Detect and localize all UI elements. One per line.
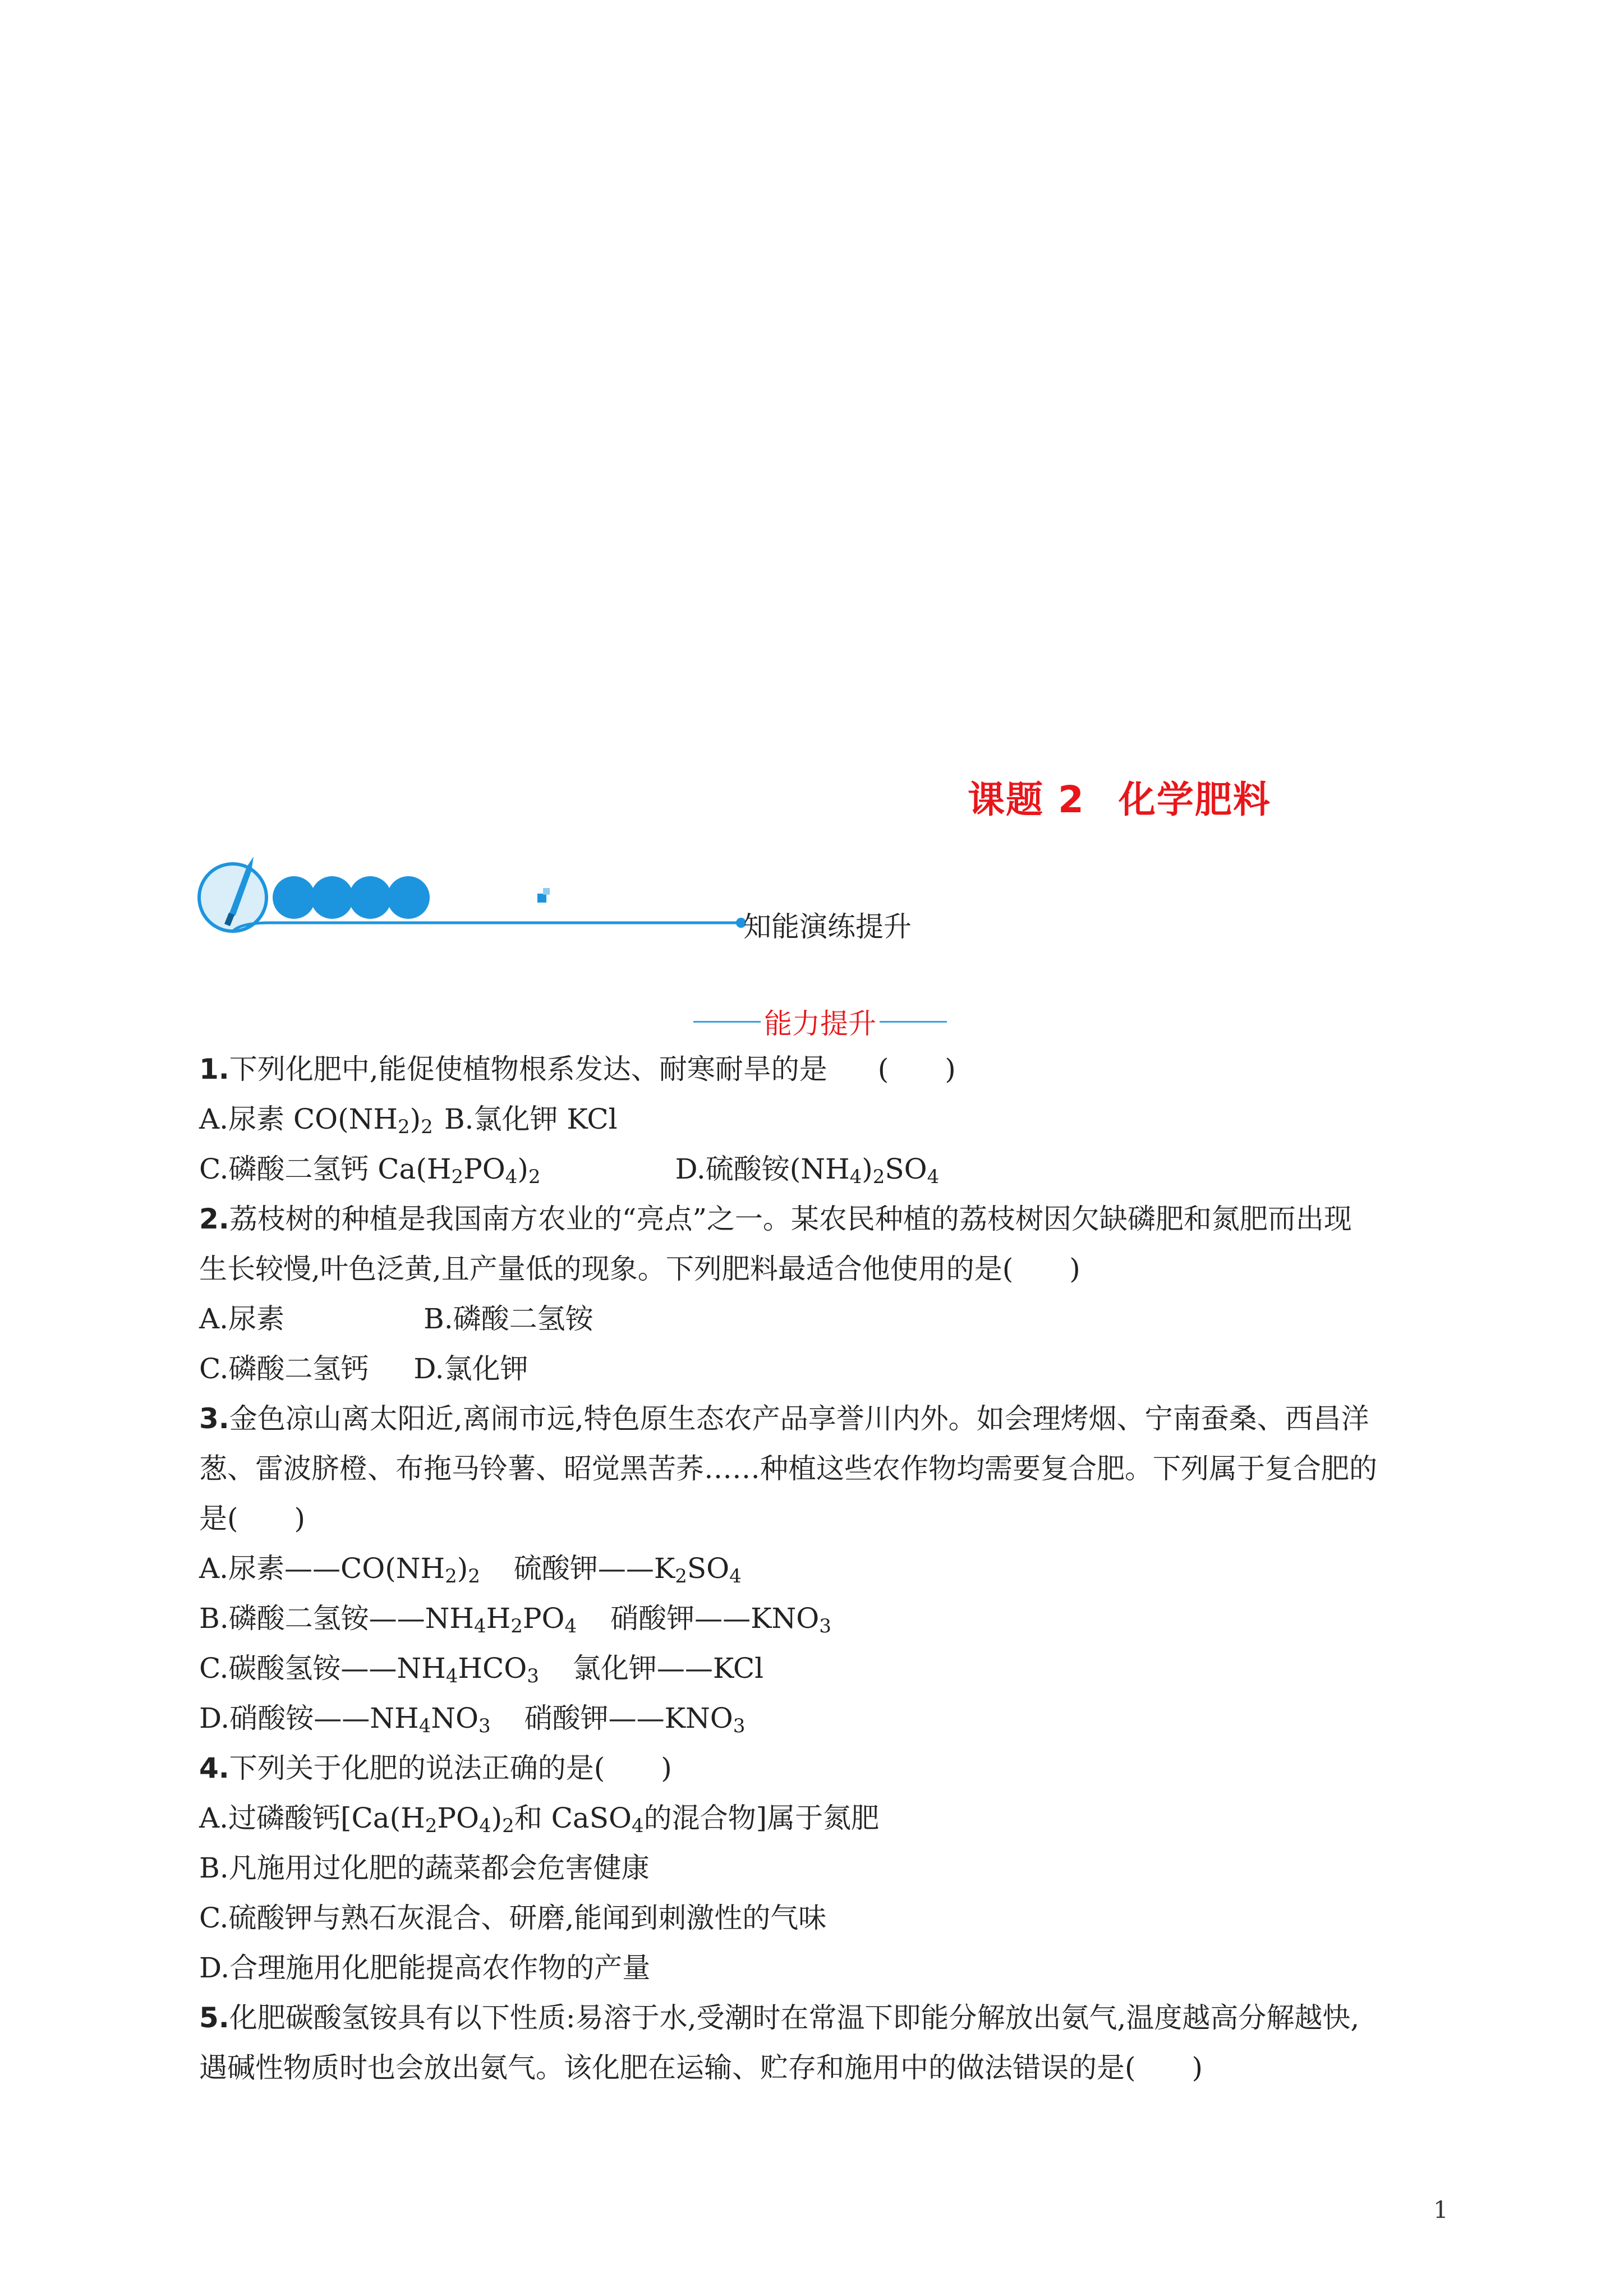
divider: [693, 1021, 761, 1023]
question-2-stem-cont: 生长较慢,叶色泛黄,且产量低的现象。下列肥料最适合他使用的是( ): [199, 1253, 1080, 1285]
question-5-stem: 5.化肥碳酸氢铵具有以下性质:易溶于水,受潮时在常温下即能分解放出氨气,温度越高分解越快,: [199, 2001, 1360, 2034]
section-heading: 能力提升: [690, 1001, 950, 1042]
question-3-option-b: B.磷酸二氢铵$——NH_4H_2PO_4$ 硝酸钾$——KNO_3$: [199, 1602, 831, 1637]
question-4-option-d: D.合理施用化肥能提高农作物的产量: [199, 1952, 651, 1984]
brush-badge-icon: [199, 864, 266, 931]
question-3-stem-cont: 葱、雷波脐橙、布拖马铃薯、昭觉黑苦荞……种植这些农作物均需要复合肥。下列属于复合肥的: [199, 1452, 1377, 1485]
question-2-options-ab: A.尿素 B.磷酸二氢铵: [199, 1303, 594, 1335]
question-1-options-ab: A.尿素 $CO(NH_2)_2$ B.氯化钾 KCl: [199, 1103, 618, 1138]
banner-dot-icon: [311, 876, 353, 919]
exercise-list: [199, 1045, 1422, 2093]
question-1-stem: 1.下列化肥中,能促使植物根系发达、耐寒耐旱的是 ( ): [199, 1053, 956, 1085]
square-deco-icon: [537, 894, 546, 903]
divider: [880, 1021, 947, 1023]
banner-dot-icon: [273, 876, 315, 919]
question-2-stem: 2.荔枝树的种植是我国南方农业的“亮点”之一。某农民种植的荔枝树因欠缺磷肥和氮肥而出现: [199, 1203, 1352, 1235]
question-4-stem: 4.下列关于化肥的说法正确的是( ): [199, 1752, 672, 1784]
question-3-stem: 3.金色凉山离太阳近,离闹市远,特色原生态农产品享誉川内外。如会理烤烟、宁南蚕桑、西昌洋: [199, 1402, 1369, 1435]
question-2-options-cd: C.磷酸二氢钙 D.氯化钾: [199, 1352, 528, 1385]
question-3-option-d: D.硝酸铵$——NH_4NO_3$ 硝酸钾$——KNO_3$: [199, 1702, 746, 1737]
banner-dot-icon: [349, 876, 392, 919]
lesson-number: 课题 2: [968, 778, 1085, 821]
page-number: 1: [1433, 2196, 1448, 2224]
question-1-options-cd: C.磷酸二氢钙 $Ca(H_2PO_4)_2$ D.硫酸铵$(NH_4)_2SO_4$: [199, 1153, 940, 1188]
question-3-option-c: C.碳酸氢铵$——NH_4HCO_3$ 氯化钾——KCl: [199, 1652, 764, 1687]
lesson-name: 化学肥料: [1118, 778, 1271, 821]
question-5-stem-cont: 遇碱性物质时也会放出氨气。该化肥在运输、贮存和施用中的做法错误的是( ): [199, 2051, 1203, 2084]
banner-dot-icon: [387, 876, 430, 919]
banner-label: 知能演练提升: [743, 910, 912, 943]
question-4-option-b: B.凡施用过化肥的蔬菜都会危害健康: [199, 1852, 650, 1884]
question-4-option-c: C.硫酸钾与熟石灰混合、研磨,能闻到刺激性的气味: [199, 1902, 827, 1934]
lesson-title: [968, 770, 1271, 823]
question-3-stem-end: 是( ): [199, 1502, 306, 1535]
question-3-option-a: A.尿素$——CO(NH_2)_2$ 硫酸钾$——K_2SO_4$: [199, 1552, 742, 1588]
question-4-option-a: A.过磷酸钙[$Ca(H_2PO_4)_2$和 CaSO$_4$的混合物]属于氮肥: [199, 1802, 880, 1837]
